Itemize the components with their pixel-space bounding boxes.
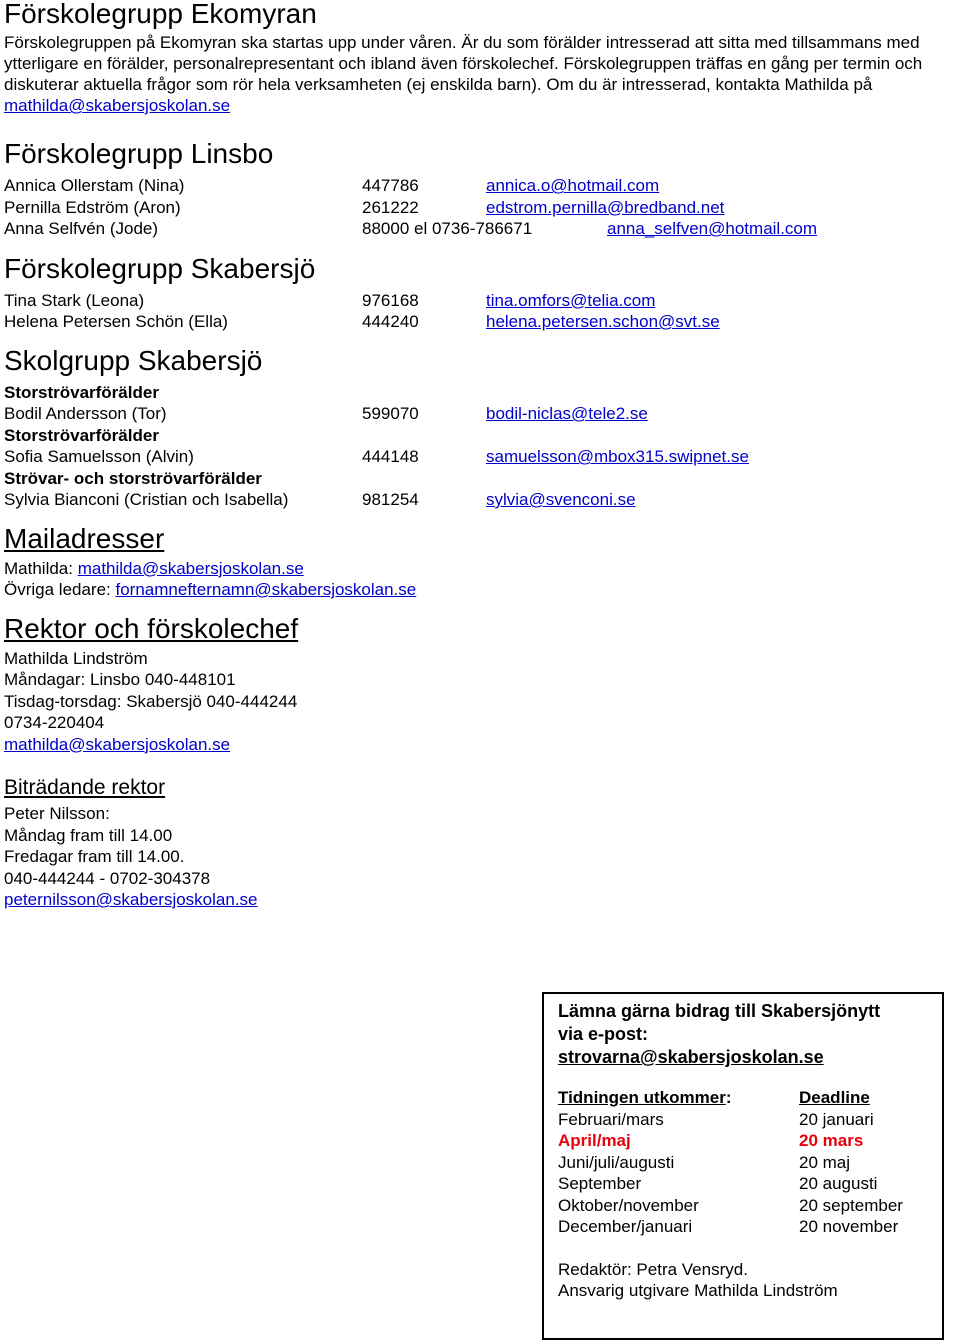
contact-name: Sofia Samuelsson (Alvin)	[4, 447, 194, 466]
contact-email-link[interactable]: edstrom.pernilla@bredband.net	[486, 197, 725, 217]
contact-name: Sylvia Bianconi (Cristian och Isabella)	[4, 490, 289, 509]
deadline-row	[558, 1152, 903, 1174]
ekomyran-text	[4, 32, 956, 116]
contact-phone: 447786	[362, 176, 419, 195]
info-line	[4, 734, 956, 756]
deadline-cell: 20 januari	[799, 1109, 874, 1129]
deadline-header-row	[558, 1087, 903, 1109]
heading-linsbo: Förskolegrupp Linsbo	[4, 138, 274, 169]
issue-cell: Februari/mars	[558, 1109, 664, 1129]
mail-label: Mathilda:	[4, 558, 78, 578]
info-line	[4, 889, 956, 911]
issue-cell: December/januari	[558, 1217, 693, 1236]
box-line-1: Lämna gärna bidrag till Skabersjönytt	[558, 1001, 881, 1021]
mail-list	[4, 558, 956, 601]
info-line: Måndagar: Linsbo 040-448101	[4, 670, 236, 689]
role-text: Strövar- och storströvarförälder	[4, 468, 262, 488]
contact-phone: 88000 el 0736-786671	[362, 219, 533, 238]
contact-row	[4, 290, 956, 312]
contact-email-link[interactable]: helena.petersen.schon@svt.se	[486, 312, 720, 331]
role-label	[4, 382, 956, 404]
deadline-row	[558, 1216, 903, 1238]
contact-email-link[interactable]: annica.o@hotmail.com	[486, 176, 660, 195]
contact-row	[4, 446, 956, 468]
linsbo-list	[4, 175, 956, 240]
contact-email-link[interactable]: anna_selfven@hotmail.com	[607, 219, 818, 238]
role-label	[4, 468, 956, 490]
mail-email-link[interactable]: fornamnefternamn@skabersjoskolan.se	[115, 580, 417, 599]
contact-phone: 444148	[362, 447, 419, 466]
contact-email-link[interactable]: samuelsson@mbox315.swipnet.se	[486, 447, 749, 466]
contact-row	[4, 218, 956, 240]
issue-cell: September	[558, 1174, 642, 1193]
contact-email-link[interactable]: tina.omfors@telia.com	[486, 290, 656, 310]
info-line: Fredagar fram till 14.00.	[4, 847, 185, 866]
role-label	[4, 425, 956, 447]
mail-email-link[interactable]: mathilda@skabersjoskolan.se	[77, 558, 304, 578]
contact-phone: 444240	[362, 312, 419, 331]
deadline-row	[558, 1130, 903, 1152]
info-line: 040-444244 - 0702-304378	[4, 868, 211, 888]
role-text: Storströvarförälder	[4, 425, 159, 445]
info-line: Mathilda Lindström	[4, 648, 148, 668]
box-email-line	[558, 1046, 942, 1069]
heading-skabersjo-forskola: Förskolegrupp Skabersjö	[4, 252, 316, 284]
rektor-info	[4, 648, 956, 756]
contact-phone: 981254	[362, 490, 419, 509]
bitradande-info	[4, 803, 956, 911]
issue-cell: Juni/juli/augusti	[558, 1152, 675, 1172]
deadline-cell: 20 augusti	[799, 1174, 878, 1193]
deadline-cell: 20 mars	[799, 1131, 864, 1150]
heading-skolgrupp: Skolgrupp Skabersjö	[4, 344, 263, 376]
deadline-cell: 20 september	[799, 1195, 903, 1215]
role-text: Storströvarförälder	[4, 382, 159, 402]
contact-name: Helena Petersen Schön (Ella)	[4, 312, 228, 331]
bitradande-email-link[interactable]: peternilsson@skabersjoskolan.se	[4, 890, 258, 909]
info-line: Måndag fram till 14.00	[4, 825, 173, 845]
contact-row	[4, 197, 956, 219]
contact-phone: 261222	[362, 197, 419, 217]
header-issue-colon: :	[725, 1088, 732, 1107]
rektor-email-link[interactable]: mathilda@skabersjoskolan.se	[4, 734, 231, 754]
ekomyran-body: Förskolegruppen på Ekomyran ska startas upp under våren. Är du som förälder intresserad att sitta med tillsammans med ytterligare en förälder, personalrepresentant och ibland även förskolechef. Förskolegruppen träffas en gång per termin och diskuterar aktuella frågor som rör hela verksamheten (ej enskilda barn). Om du är intresserad, kontakta Mathilda på	[4, 33, 923, 94]
contact-email-link[interactable]: bodil-niclas@tele2.se	[486, 404, 648, 423]
contact-row	[4, 311, 956, 333]
info-line: 0734-220404	[4, 713, 105, 732]
deadline-row	[558, 1195, 903, 1217]
submission-box	[542, 992, 944, 1340]
box-line-2: via e-post:	[558, 1024, 649, 1044]
contact-name: Bodil Andersson (Tor)	[4, 404, 167, 423]
header-issue-cell	[558, 1087, 799, 1109]
editor-line: Redaktör: Petra Vensryd.	[558, 1259, 748, 1279]
issue-cell: Oktober/november	[558, 1195, 699, 1215]
heading-mailadresser: Mailadresser	[4, 522, 165, 554]
contact-phone: 976168	[362, 290, 419, 310]
info-line: Tisdag-torsdag: Skabersjö 040-444244	[4, 691, 298, 711]
header-deadline-cell	[799, 1087, 903, 1109]
contact-email-link[interactable]: sylvia@svenconi.se	[486, 490, 636, 509]
contact-row	[4, 403, 956, 425]
header-deadline: Deadline	[799, 1088, 870, 1107]
heading-rektor: Rektor och förskolechef	[4, 612, 299, 644]
contact-name: Pernilla Edström (Aron)	[4, 197, 181, 217]
deadline-row	[558, 1173, 903, 1195]
contact-row	[4, 175, 956, 197]
contact-row	[4, 489, 956, 511]
document-page	[4, 0, 956, 911]
info-line: Peter Nilsson:	[4, 804, 110, 823]
skabersjo-forskola-list	[4, 290, 956, 333]
contact-name: Anna Selfvén (Jode)	[4, 219, 159, 238]
mail-label: Övriga ledare:	[4, 580, 116, 599]
deadline-cell: 20 maj	[799, 1152, 851, 1172]
deadline-table	[558, 1087, 903, 1238]
skolgrupp-list	[4, 382, 956, 511]
heading-ekomyran: Förskolegrupp Ekomyran	[4, 0, 317, 29]
box-email[interactable]: strovarna@skabersjoskolan.se	[558, 1047, 824, 1067]
mail-row	[4, 558, 956, 580]
contact-name: Tina Stark (Leona)	[4, 290, 145, 310]
contact-phone: 599070	[362, 404, 419, 423]
contact-name: Annica Ollerstam (Nina)	[4, 176, 185, 195]
header-issue: Tidningen utkommer	[558, 1088, 726, 1107]
publisher-line: Ansvarig utgivare Mathilda Lindström	[558, 1280, 838, 1300]
issue-cell: April/maj	[558, 1131, 631, 1150]
mail-row	[4, 579, 956, 601]
heading-bitradande-rektor: Biträdande rektor	[4, 776, 166, 799]
ekomyran-email-link[interactable]: mathilda@skabersjoskolan.se	[4, 96, 231, 115]
deadline-row	[558, 1109, 903, 1131]
deadline-cell: 20 november	[799, 1217, 899, 1236]
